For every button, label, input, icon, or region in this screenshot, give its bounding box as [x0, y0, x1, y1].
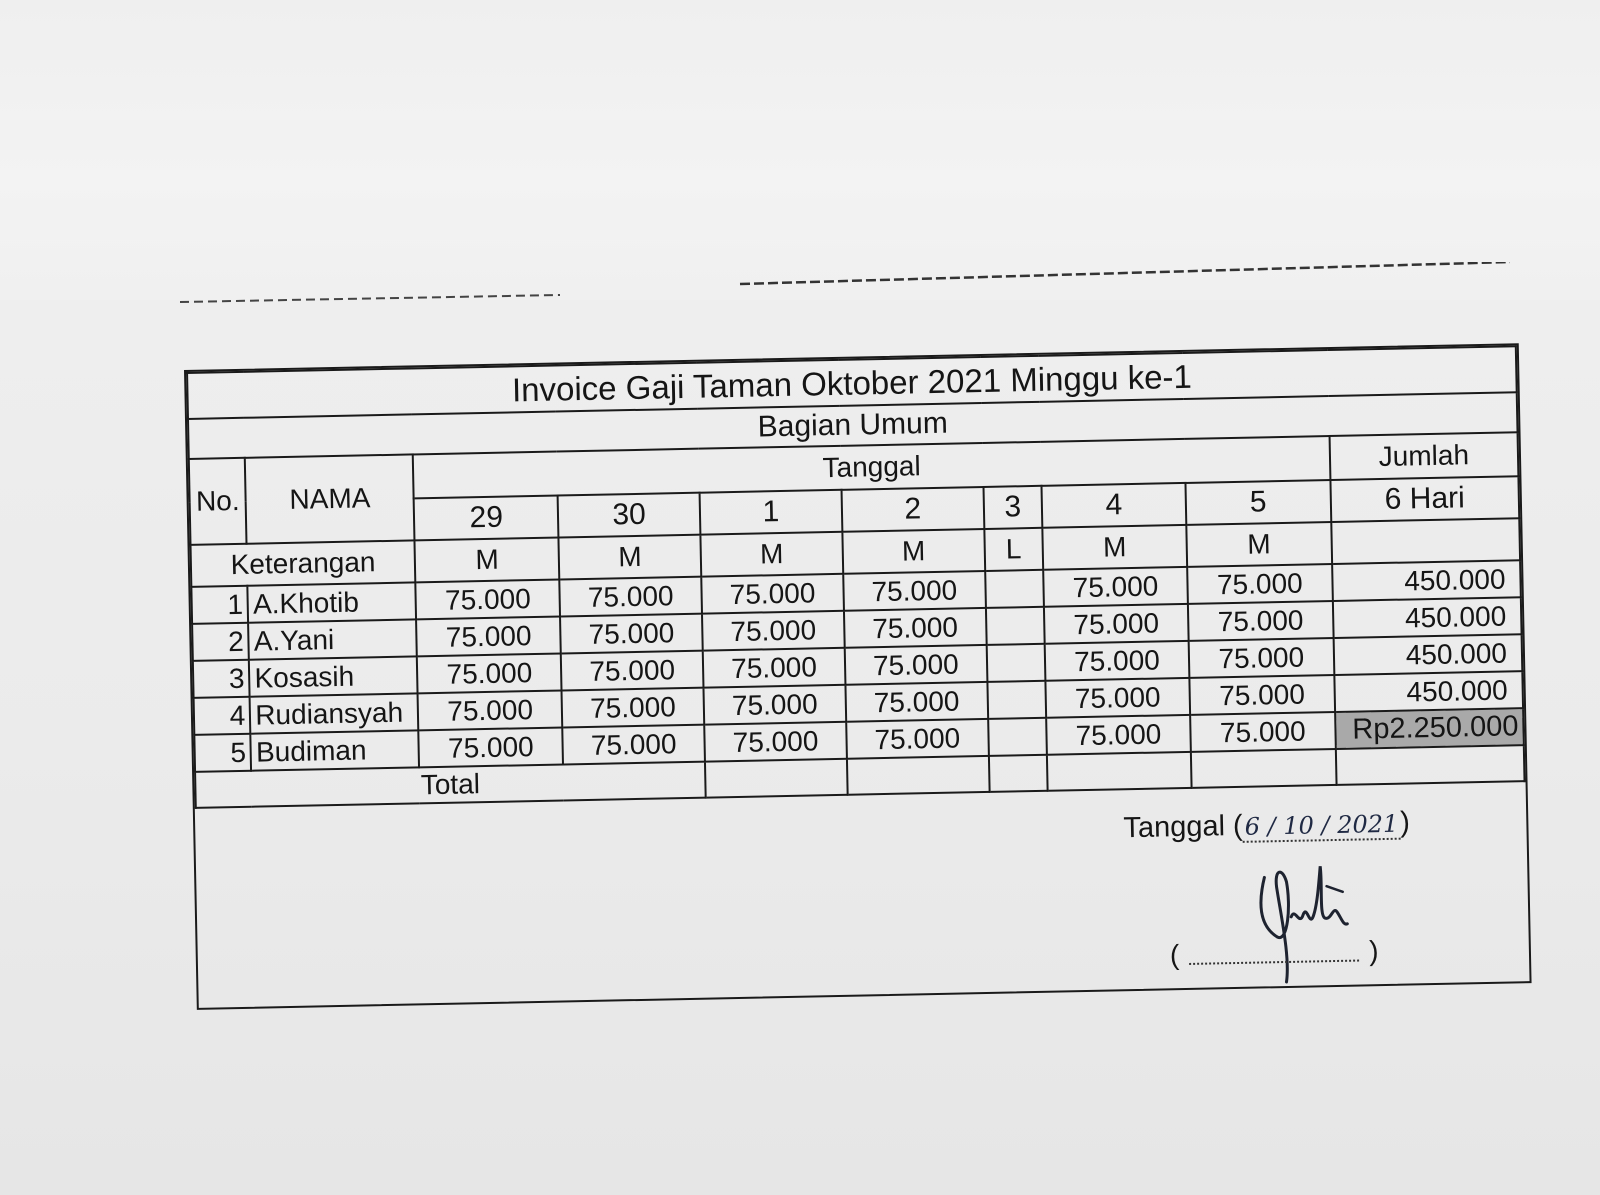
header-no: No.	[189, 458, 247, 545]
header-keterangan: Keterangan	[191, 540, 416, 586]
wage-cell: 75.000	[418, 690, 563, 730]
wage-cell: 75.000	[703, 648, 846, 688]
wage-cell	[986, 607, 1045, 645]
wage-cell	[986, 644, 1045, 682]
wage-cell: 75.000	[561, 651, 704, 691]
signature-date	[1123, 806, 1410, 845]
wage-cell: 75.000	[416, 616, 561, 656]
date-cell: 4	[1042, 483, 1187, 528]
total-cell	[1336, 745, 1525, 785]
wage-cell: 75.000	[1046, 715, 1191, 755]
department-label: Bagian Umum	[188, 392, 1518, 459]
row-number: 2	[192, 623, 249, 661]
signature-name-line	[1170, 935, 1379, 971]
status-cell: M	[842, 529, 985, 574]
wage-cell: 75.000	[1190, 712, 1336, 752]
signature-date-close: )	[1399, 806, 1411, 839]
employee-name: Rudiansyah	[250, 693, 419, 733]
wage-cell: 75.000	[1045, 641, 1190, 681]
status-cell: M	[1186, 522, 1332, 567]
wage-cell: 75.000	[559, 577, 702, 617]
wage-cell: 75.000	[704, 722, 847, 762]
wage-cell	[985, 570, 1044, 608]
blank-cell	[1331, 518, 1520, 564]
wage-cell: 75.000	[702, 611, 845, 651]
row-total: 450.000	[1333, 634, 1522, 675]
status-cell: M	[700, 532, 843, 577]
employee-name: Kosasih	[249, 656, 418, 696]
invoice-table	[186, 345, 1526, 809]
signature-dots	[1189, 945, 1359, 964]
signature-open-paren: (	[1169, 939, 1180, 971]
header-nama: NAMA	[245, 454, 415, 543]
row-total: 450.000	[1333, 597, 1522, 638]
wage-cell: 75.000	[419, 727, 564, 767]
wage-cell: 75.000	[416, 580, 561, 620]
total-cell	[847, 756, 990, 795]
wage-cell	[987, 681, 1046, 719]
wage-cell: 75.000	[562, 688, 705, 728]
wage-cell: 75.000	[843, 571, 986, 611]
wage-cell: 75.000	[701, 574, 844, 614]
total-label: Total	[195, 762, 706, 808]
date-cell: 5	[1185, 480, 1331, 525]
invoice-title: Invoice Gaji Taman Oktober 2021 Minggu ke-1	[187, 346, 1517, 419]
date-cell: 2	[841, 487, 984, 532]
row-number: 1	[191, 586, 248, 624]
wage-cell: 75.000	[417, 653, 562, 693]
header-hari: 6 Hari	[1330, 476, 1519, 522]
wage-cell: 75.000	[1045, 678, 1190, 718]
row-total: 450.000	[1332, 560, 1521, 601]
wage-cell: 75.000	[1189, 675, 1335, 715]
wage-cell: 75.000	[703, 685, 846, 725]
status-cell: L	[984, 528, 1043, 571]
total-cell	[705, 759, 848, 798]
wage-cell: 75.000	[562, 725, 705, 765]
status-cell: M	[415, 538, 560, 583]
wage-cell: 75.000	[845, 682, 988, 722]
row-total: 450.000	[1334, 671, 1523, 712]
date-cell: 3	[983, 486, 1042, 529]
employee-name: Budiman	[251, 730, 420, 770]
background-paper-top	[0, 0, 1600, 300]
invoice-document	[184, 343, 1532, 1010]
employee-name: A.Khotib	[248, 582, 417, 622]
employee-name: A.Yani	[248, 619, 417, 659]
date-cell: 30	[558, 493, 701, 538]
date-cell: 1	[700, 490, 843, 535]
wage-cell: 75.000	[846, 719, 989, 759]
wage-cell: 75.000	[1188, 601, 1334, 641]
wage-cell: 75.000	[1189, 638, 1335, 678]
wage-cell: 75.000	[560, 614, 703, 654]
wage-cell: 75.000	[845, 645, 988, 685]
signature-date-label: Tanggal (	[1123, 809, 1243, 845]
wage-cell: 75.000	[1043, 567, 1188, 607]
row-number: 3	[193, 660, 250, 698]
header-jumlah: Jumlah	[1329, 432, 1518, 480]
status-cell: M	[1042, 525, 1187, 570]
total-cell	[1191, 749, 1337, 788]
signature-date-value: 6 / 10 / 2021	[1242, 810, 1400, 843]
total-cell	[1047, 752, 1192, 791]
wage-cell: 75.000	[844, 608, 987, 648]
wage-cell: 75.000	[1187, 564, 1333, 604]
row-number: 4	[194, 697, 251, 735]
row-number: 5	[194, 734, 251, 772]
total-cell	[989, 755, 1048, 792]
status-cell: M	[559, 535, 702, 580]
header-tanggal: Tanggal	[413, 436, 1330, 498]
signature-area	[195, 782, 1530, 1009]
date-cell: 29	[414, 496, 559, 541]
wage-cell: 75.000	[1044, 604, 1189, 644]
grand-total: Rp2.250.000	[1335, 708, 1524, 749]
signature-close-paren: )	[1368, 935, 1379, 967]
wage-cell	[988, 718, 1047, 756]
